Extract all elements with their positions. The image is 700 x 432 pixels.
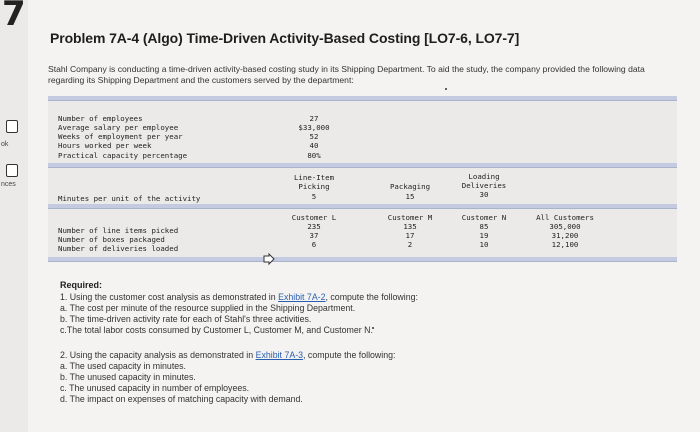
activity-minutes: 15: [405, 192, 415, 201]
customer-header: All Customers: [536, 213, 594, 222]
dept-row-value: 40: [309, 141, 319, 150]
dept-row-value: $33,000: [298, 123, 330, 132]
exhibit-7a-2-link[interactable]: Exhibit 7A-2: [278, 292, 326, 302]
customer-row-label: Number of boxes packaged: [58, 235, 165, 244]
customer-value: 235: [307, 222, 321, 231]
customer-value: 305,000: [549, 222, 581, 231]
intro-paragraph: Stahl Company is conducting a time-driven activity-based costing study in its Shipping Department. To aid the study, the company provided the following data regarding its Shipping Department and the customers served by the department:: [48, 64, 645, 85]
question-2a: a. The used capacity in minutes.: [60, 361, 186, 371]
customer-row-label: Number of line items picked: [58, 226, 179, 235]
dept-row-label: Weeks of employment per year: [58, 132, 183, 141]
customer-value: 2: [407, 240, 413, 249]
sidebar-label-1: ok: [1, 141, 9, 148]
dept-row-value: 27: [309, 114, 319, 123]
question-2: [60, 350, 395, 361]
exhibit-7a-3-link[interactable]: Exhibit 7A-3: [255, 350, 304, 360]
question-2c: c. The unused capacity in number of employees.: [60, 383, 250, 393]
mouse-cursor-icon: [262, 253, 276, 267]
data-table: [48, 96, 677, 262]
customer-header: Customer N: [461, 213, 507, 222]
sidebar-label-2: nces: [1, 181, 16, 188]
customer-header: Customer M: [387, 213, 433, 222]
table-band: [48, 257, 677, 262]
question-1c: c.The total labor costs consumed by Customer L, Customer M, and Customer N.: [60, 325, 373, 335]
minutes-per-unit-label: Minutes per unit of the activity: [58, 194, 201, 203]
customer-value: 37: [309, 231, 319, 240]
sidebar-problem-number: 7: [2, 0, 26, 34]
activity-header-line2: Deliveries: [461, 181, 507, 190]
customer-value: 17: [405, 231, 415, 240]
table-band: [48, 96, 677, 101]
left-sidebar-strip: [0, 0, 28, 432]
customer-value: 10: [479, 240, 489, 249]
activity-minutes: 30: [479, 190, 489, 199]
required-heading: Required:: [60, 280, 103, 290]
dept-row-label: Average salary per employee: [58, 123, 179, 132]
customer-value: 31,200: [551, 231, 579, 240]
question-2-text-end: , compute the following:: [303, 350, 396, 360]
customer-header: Customer L: [291, 213, 337, 222]
question-1a: a. The cost per minute of the resource supplied in the Shipping Department.: [60, 303, 356, 313]
customer-value: 19: [479, 231, 489, 240]
question-1-text-end: , compute the following:: [325, 292, 418, 302]
table-band: [48, 204, 677, 209]
question-2b: b. The unused capacity in minutes.: [60, 372, 196, 382]
dept-row-label: Number of employees: [58, 114, 143, 123]
question-1-text: 1. Using the customer cost analysis as demonstrated in: [60, 292, 279, 302]
activity-header-line1: Loading: [468, 172, 500, 181]
activity-header-line1: Line-Item: [293, 173, 335, 182]
dept-row-label: Practical capacity percentage: [58, 151, 188, 160]
customer-value: 12,100: [551, 240, 579, 249]
dept-row-value: 80%: [307, 151, 321, 160]
customer-value: 135: [403, 222, 417, 231]
question-1b: b. The time-driven activity rate for each of Stahl's three activities.: [60, 314, 312, 324]
activity-header-line2: Packaging: [389, 182, 431, 191]
customer-row-label: Number of deliveries loaded: [58, 244, 179, 253]
customer-value: 6: [311, 240, 317, 249]
table-band: [48, 163, 677, 168]
question-2d: d. The impact on expenses of matching capacity with demand.: [60, 394, 303, 404]
customer-value: 85: [479, 222, 489, 231]
problem-title: Problem 7A-4 (Algo) Time-Driven Activity-Based Costing [LO7-6, LO7-7]: [50, 30, 520, 46]
document-icon[interactable]: [6, 164, 18, 177]
stray-mark: [445, 88, 447, 90]
dept-row-value: 52: [309, 132, 319, 141]
dept-row-label: Hours worked per week: [58, 141, 152, 150]
question-1: [60, 292, 418, 303]
question-2-text: 2. Using the capacity analysis as demonstrated in: [60, 350, 256, 360]
document-icon[interactable]: [6, 120, 18, 133]
activity-header-line2: Picking: [298, 182, 330, 191]
activity-minutes: 5: [311, 192, 317, 201]
